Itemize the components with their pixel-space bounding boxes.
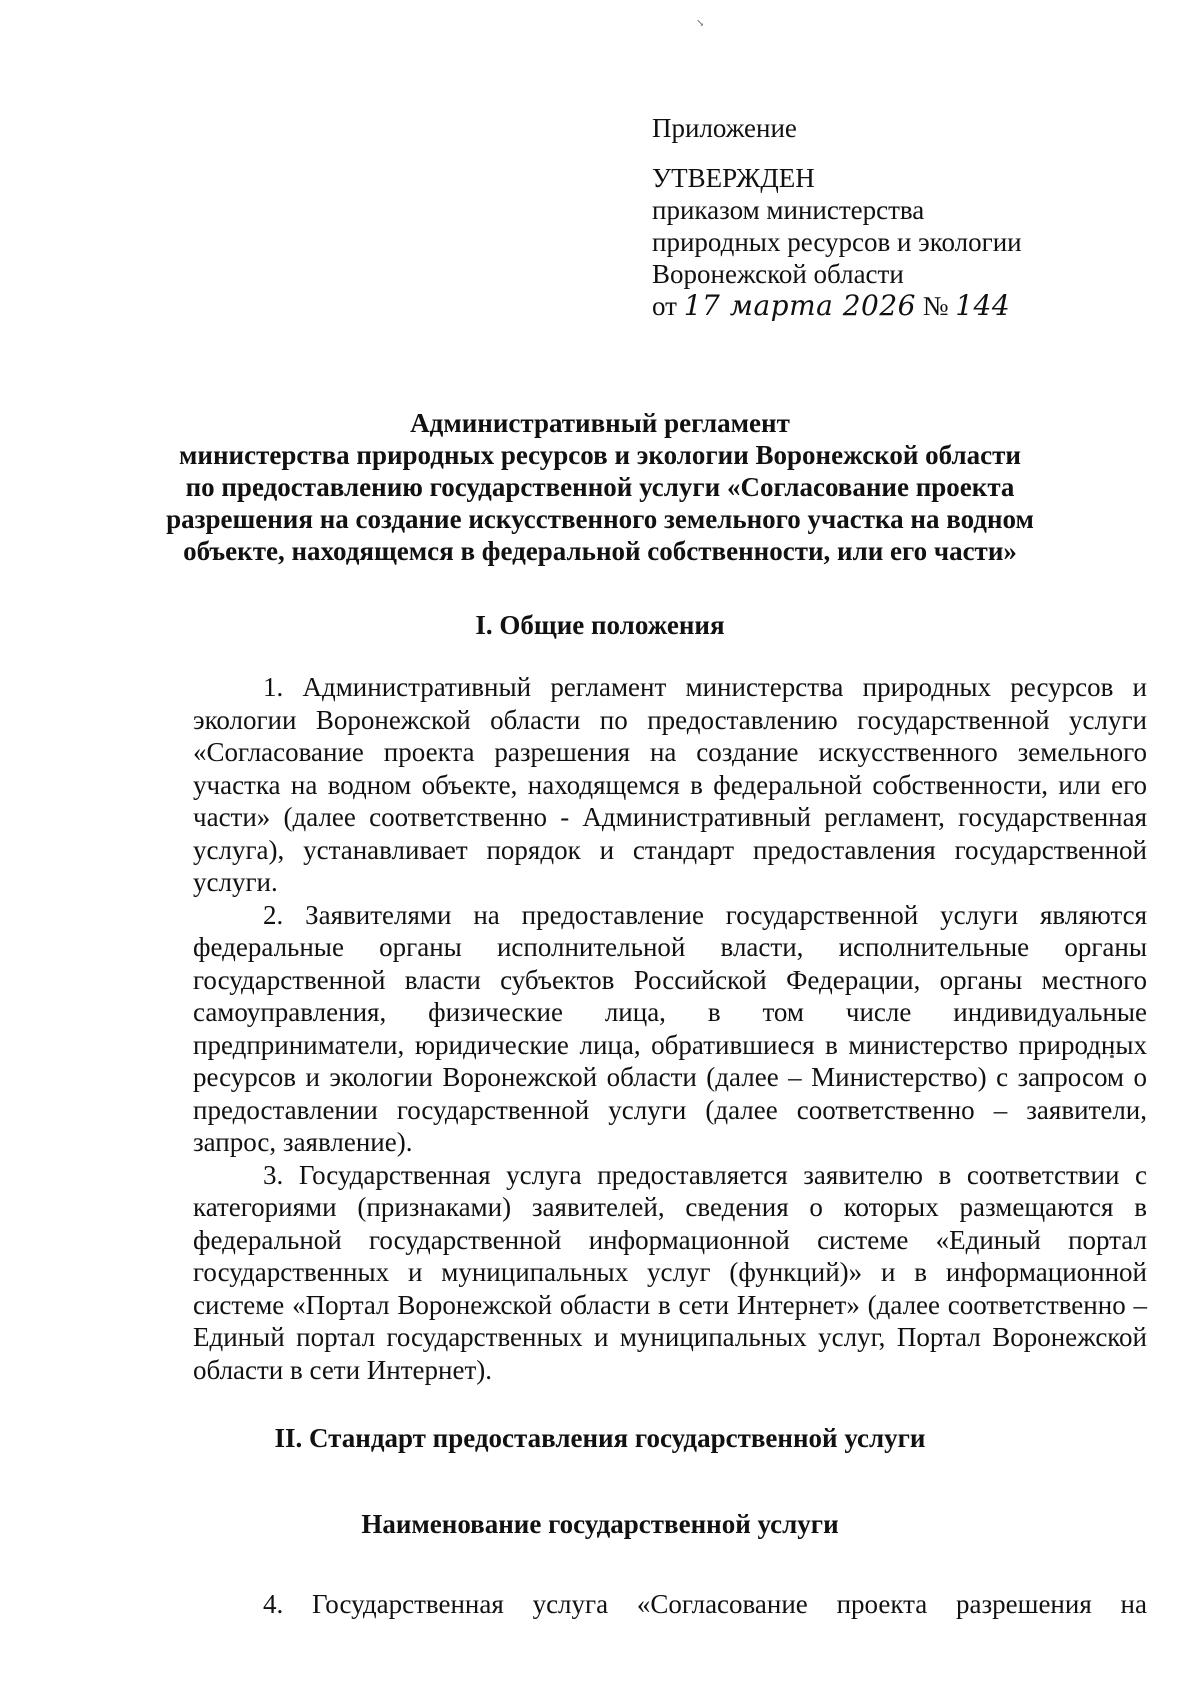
title-line-2: министерства природных ресурсов и экологии Воронежской области xyxy=(179,440,1021,470)
title-line-4: разрешения на создание искусственного земельного участка на водном xyxy=(166,504,1034,534)
approval-line-1: приказом министерства xyxy=(652,195,925,225)
document-title xyxy=(150,407,1050,567)
section-1-title: I. Общие положения xyxy=(475,610,725,640)
approval-block xyxy=(652,112,1022,322)
approval-line-2: природных ресурсов и экологии xyxy=(652,227,1022,257)
approval-date-line xyxy=(652,290,1022,322)
approval-line-3: Воронежской области xyxy=(652,259,904,289)
section-2-title: II. Стандарт предоставления государственной услуги xyxy=(274,1423,926,1453)
section-2-subtitle: Наименование государственной услуги xyxy=(361,1509,839,1539)
handwritten-date: 17 марта 2026 xyxy=(683,289,916,322)
paragraph-3: 3. Государственная услуга предоставляется заявителю в соответствии с категориями (признаками) заявителей, сведения о которых размещаются в федеральной государственной информационной системе «Единый портал государственных и муниципальных услуг (функций)» и в информационной системе «Портал Воронежской области в сети Интернет» (далее соответственно – Единый портал государственных и муниципальных услуг, Портал Воронежской области в сети Интернет). xyxy=(193,1159,1147,1385)
paragraph-1: 1. Административный регламент министерства природных ресурсов и экологии Воронежской области по предоставлению государственной услуги «Согласование проекта разрешения на создание искусственного земельного участка на водном объекте, находящемся в федеральной собственности, или его части» (далее соответственно - Административный регламент, государственная услуга), устанавливает порядок и стандарт предоставления государственной услуги. xyxy=(193,672,1147,897)
paragraph-2: 2. Заявителями на предоставление государственной услуги являются федеральные органы исполнительной власти, исполнительные органы государственной власти субъектов Российской Федерации, органы местного самоуправления, физические лица, в том числе индивидуальные предприниматели, юридические лица, обратившиеся в министерство природных ресурсов и экологии Воронежской области (далее – Министерство) с запросом о предоставлении государственной услуги (далее соответственно – заявители, запрос, заявление). xyxy=(193,899,1147,1157)
handwritten-number: 144 xyxy=(955,289,1011,322)
paragraph-4-start: 4. Государственная услуга «Согласование проекта разрешения на xyxy=(263,1589,1147,1619)
approved-label: УТВЕРЖДЕН xyxy=(652,163,815,193)
scan-mark: ↘ xyxy=(696,18,705,29)
title-line-3: по предоставлению государственной услуги «Согласование проекта xyxy=(185,472,1015,502)
title-line-5: объекте, находящемся в федеральной собственности, или его части» xyxy=(183,536,1017,566)
number-label: № xyxy=(922,291,949,321)
section-1-body xyxy=(193,671,1147,1386)
date-prefix: от xyxy=(652,291,677,321)
appendix-label: Приложение xyxy=(652,113,797,143)
title-line-1: Административный регламент xyxy=(410,408,790,438)
